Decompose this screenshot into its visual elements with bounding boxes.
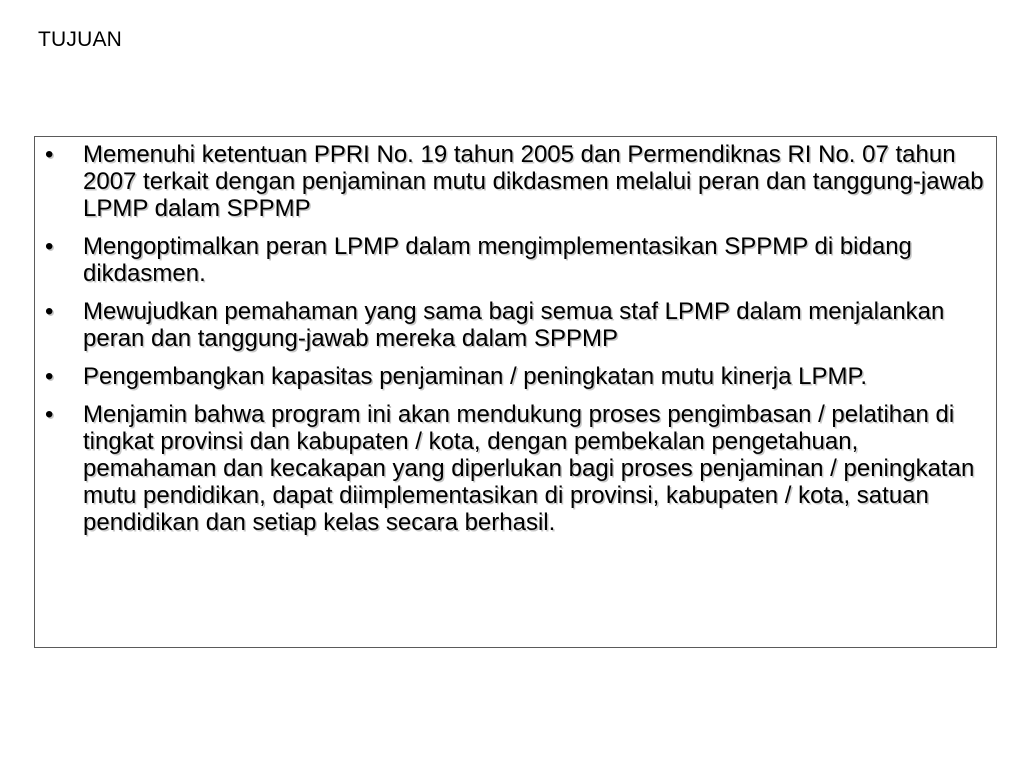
bullet-icon: •	[45, 141, 54, 168]
bullet-icon: •	[45, 401, 54, 428]
content-box	[34, 136, 997, 648]
bullet-item	[43, 233, 988, 287]
bullet-icon: •	[45, 298, 54, 325]
bullet-icon: •	[45, 363, 54, 390]
bullet-item	[43, 298, 988, 352]
bullet-item	[43, 363, 988, 390]
bullet-text: Mengoptimalkan peran LPMP dalam mengimplementasikan SPPMP di bidang dikdasmen.	[83, 233, 912, 287]
bullet-icon: •	[45, 233, 54, 260]
bullet-text: Mewujudkan pemahaman yang sama bagi semua staf LPMP dalam menjalankan peran dan tanggung-jawab mereka dalam SPPMP	[83, 298, 945, 352]
slide-title: TUJUAN	[38, 28, 123, 51]
bullet-item	[43, 141, 988, 222]
bullet-text: Pengembangkan kapasitas penjaminan / peningkatan mutu kinerja LPMP.	[83, 363, 868, 390]
bullet-item	[43, 401, 988, 536]
bullet-list	[35, 137, 996, 536]
bullet-text: Memenuhi ketentuan PPRI No. 19 tahun 2005 dan Permendiknas RI No. 07 tahun 2007 terkait dengan penjaminan mutu dikdasmen melalui peran dan tanggung-jawab LPMP dalam SPPMP	[83, 141, 984, 222]
bullet-text: Menjamin bahwa program ini akan mendukung proses pengimbasan / pelatihan di tingkat provinsi dan kabupaten / kota, dengan pembekalan pengetahuan, pemahaman dan kecakapan yang diperlukan bagi proses penjaminan / peningkatan mutu pendidikan, dapat diimplementasikan di provinsi, kabupaten / kota, satuan pendidikan dan setiap kelas secara berhasil.	[83, 401, 975, 536]
